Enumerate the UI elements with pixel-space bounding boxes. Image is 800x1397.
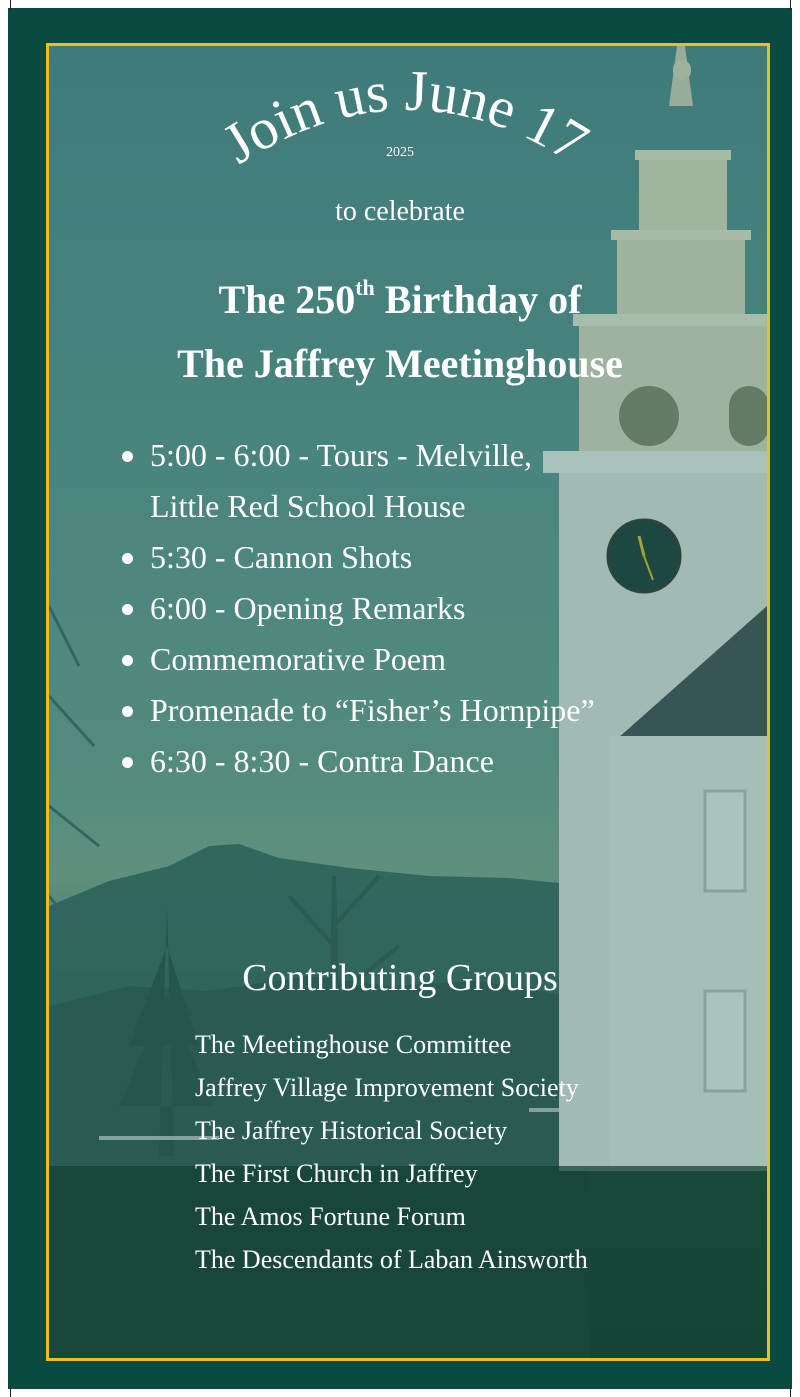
event-text: 5:00 - 6:00 - Tours - Melville, <box>150 437 533 473</box>
headline-text: Join us June 17 <box>211 57 600 176</box>
title-post: Birthday of <box>374 277 582 322</box>
list-item: Jaffrey Village Improvement Society <box>195 1073 579 1102</box>
crop-mark-br <box>790 1387 800 1397</box>
list-item <box>118 430 678 532</box>
event-list <box>118 430 678 787</box>
list-item <box>118 685 678 736</box>
crop-mark-bl <box>0 1387 11 1397</box>
event-text-cont: Little Red School House <box>150 488 466 524</box>
crop-mark-tr <box>790 0 800 10</box>
groups-heading: Contributing Groups <box>242 957 558 999</box>
list-item: The Meetinghouse Committee <box>195 1030 512 1059</box>
groups-list <box>195 1023 588 1281</box>
list-item: The Jaffrey Historical Society <box>195 1116 508 1145</box>
title-sup: th <box>355 275 375 300</box>
title-line-1 <box>0 275 800 323</box>
list-item: The First Church in Jaffrey <box>195 1159 478 1188</box>
title-pre: The 250 <box>218 277 356 322</box>
event-text: 6:00 - Opening Remarks <box>150 590 466 626</box>
title-line-2: The Jaffrey Meetinghouse <box>177 341 623 386</box>
event-text: 6:30 - 8:30 - Contra Dance <box>150 743 494 779</box>
subhead: to celebrate <box>335 196 465 227</box>
list-item <box>118 583 678 634</box>
event-text: Commemorative Poem <box>150 641 446 677</box>
list-item: The Descendants of Laban Ainsworth <box>195 1245 588 1274</box>
event-text: Promenade to “Fisher’s Hornpipe” <box>150 692 595 728</box>
crop-mark-tl <box>0 0 11 10</box>
list-item <box>118 634 678 685</box>
list-item <box>118 532 678 583</box>
list-item: The Amos Fortune Forum <box>195 1202 466 1231</box>
event-text: 5:30 - Cannon Shots <box>150 539 413 575</box>
list-item <box>118 736 678 787</box>
headline-year: 2025 <box>386 145 414 160</box>
